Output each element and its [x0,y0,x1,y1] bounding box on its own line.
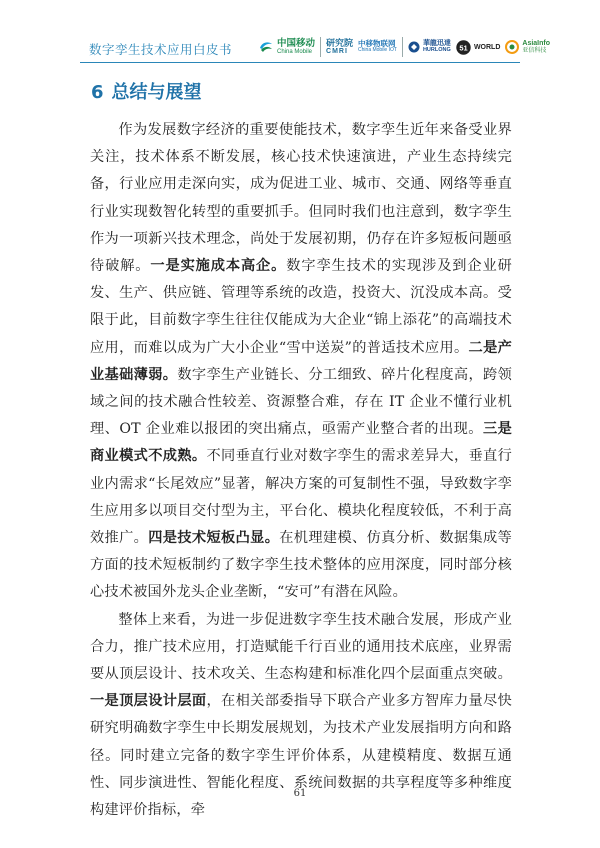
partner-logos [258,34,550,60]
text-segment: 在机理建模、仿真分析、数据集成等方面的技术短板制约了数字孪生技术整体的应用深度，同时部分核心技术被国外龙头企业垄断，“安可”有潜在风险。 [90,530,512,601]
bold-point: 一是顶层设计层面 [90,693,207,710]
asiainfo-icon [505,40,519,54]
china-mobile-logo [258,39,315,55]
hurlong-en: HURLONG [422,46,451,53]
section-number: 6 [91,82,104,103]
cmri-logo [326,39,353,56]
text-segment: 作为发展数字经济的重要使能技术，数字孪生近年来备受业界关注，技术体系不断发展，核心技术快速演进，产业生态持续完备，行业应用走深向实，成为促进工业、城市、交通、网络等垂直行业实现数智化转型的重要抓手。但同时我们也注意到，数字孪生作为一项新兴技术理念，尚处于发展初期，仍存在许多短板问题亟待破解。 [90,122,512,275]
iot-logo [358,40,397,53]
document-title: 数字孪生技术应用白皮书 [89,42,233,57]
body-text [90,117,512,824]
bold-point: 一是实施成本高企。 [150,258,287,275]
51world-logo [456,40,500,55]
logo-divider [402,37,403,57]
hurlong-icon [408,41,420,53]
cmri-en: CMRI [326,48,348,56]
asiainfo-en: AsiaInfo [522,40,551,48]
bold-point: 二是产业基础薄弱。 [90,339,512,383]
header-rule [80,62,520,63]
cmri-cn: 研究院 [326,37,354,48]
asiainfo-cn: 亚信科技 [522,47,547,54]
asiainfo-logo [505,40,550,54]
section-heading [91,78,202,104]
iot-cn: 中移物联网 [358,39,396,49]
section-title: 总结与展望 [111,82,202,103]
51world-icon [456,40,471,55]
paragraph-1 [90,117,512,607]
bold-point: 四是技术短板凸显。 [148,530,280,547]
hurlong-logo [408,40,451,53]
text-segment: ，在相关部委指导下联合产业多方智库力量尽快研究明确数字孪生中长期发展规划，为技术产业发展指明方向和路径。同时建立完备的数字孪生评价体系，从建模精度、数据互通性、同步演进性、智能化程度、系统间数据的共享程度等多种维度构建评价指标，牵 [90,693,513,819]
hurlong-cn: 華龍迅達 [422,40,451,48]
page-header [0,0,600,62]
china-mobile-en: China Mobile [277,48,313,55]
text-segment: 数字孪生技术的实现涉及到企业研发、生产、供应链、管理等系统的改造，投资大、沉没成本高。受限于此，目前数字孪生往往仅能成为大企业“锦上添花”的高端技术应用，而难以成为广大小企业“雪中送炭”的普适技术应用。 [90,258,512,356]
world-badge-text: 51 [459,42,468,52]
text-segment: 不同垂直行业对数字孪生的需求差异大，垂直行业内需求“长尾效应”显著，解决方案的可复制性不强，导致数字孪生应用多以项目交付型为主，平台化、模块化程度较低，不利于高效推广。 [90,448,513,547]
bold-point: 三是商业模式不成熟。 [90,421,512,465]
china-mobile-cn: 中国移动 [277,37,316,49]
china-mobile-icon [258,40,274,54]
page-number: 61 [293,788,307,799]
text-segment: 数字孪生产业链长、分工细致、碎片化程度高，跨领域之间的技术融合性较差、资源整合难，存在 IT 企业不懂行业机理、OT 企业难以报团的突出痛点，亟需产业整合者的出现。 [90,366,512,438]
world-text: WORLD [473,43,501,51]
iot-en: China Mobile IOT [358,47,397,54]
text-segment: 整体上来看，为进一步促进数字孪生技术融合发展，形成产业合力，推广技术应用，打造赋能千行百业的通用技术底座，业界需要从顶层设计、技术攻关、生态构建和标准化四个层面重点突破。 [90,611,512,683]
logo-divider [320,37,321,57]
